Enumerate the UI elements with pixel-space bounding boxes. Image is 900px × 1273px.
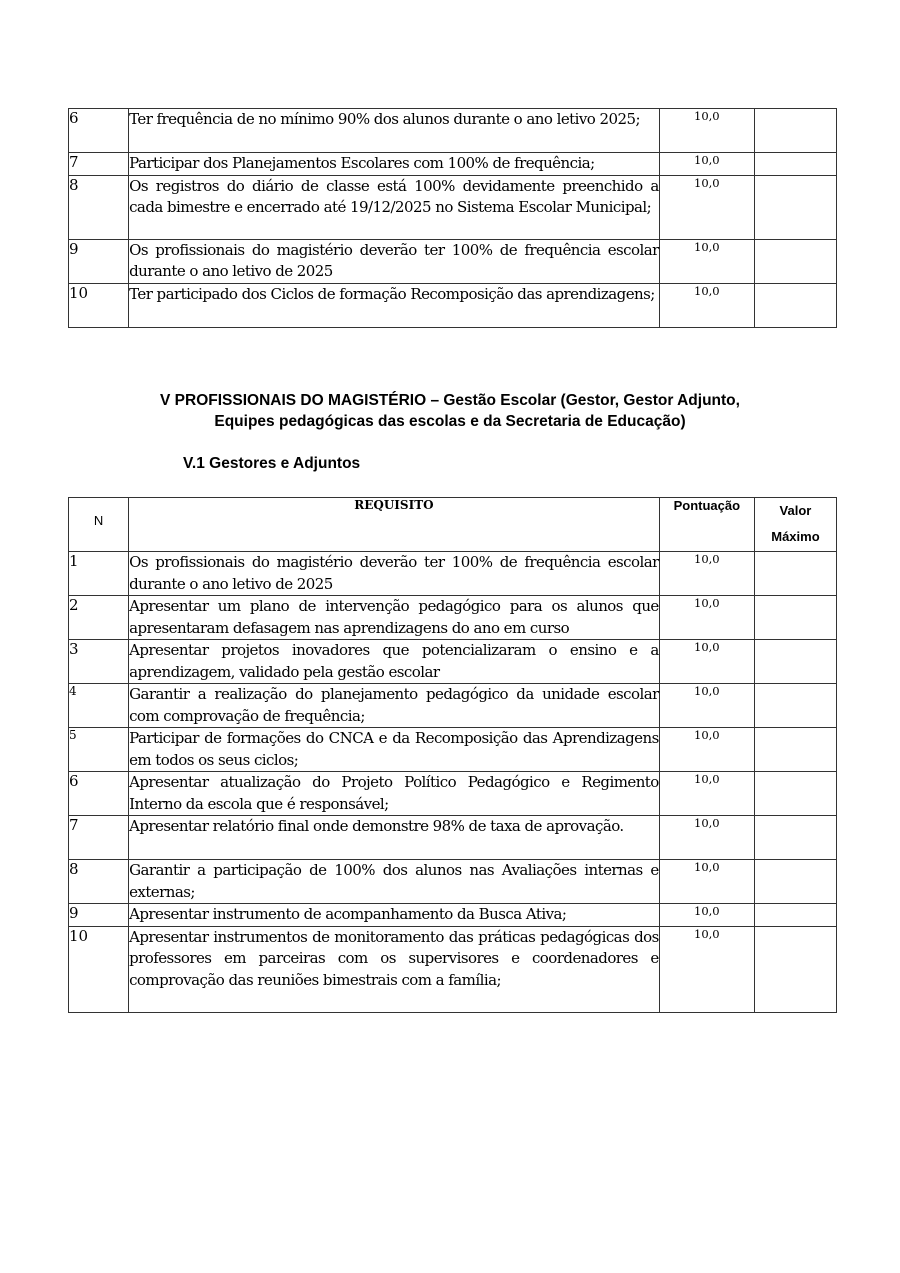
table-row	[69, 640, 837, 684]
row-number: 10	[69, 283, 129, 327]
max-value-cell	[754, 283, 836, 327]
row-number: 7	[69, 816, 129, 860]
requirement-text: Ter frequência de no mínimo 90% dos alunos durante o ano letivo 2025;	[129, 109, 660, 153]
score-value: 10,0	[659, 109, 754, 153]
table-row	[69, 728, 837, 772]
row-number: 6	[69, 109, 129, 153]
max-value-cell	[754, 109, 836, 153]
column-header-n: N	[69, 498, 129, 552]
requirement-text: Os registros do diário de classe está 100% devidamente preenchido a cada bimestre e encerrado até 19/12/2025 no Sistema Escolar Municipal;	[129, 175, 660, 239]
max-value-cell	[754, 816, 836, 860]
row-number: 8	[69, 175, 129, 239]
score-value: 10,0	[659, 860, 754, 904]
requirement-text: Apresentar projetos inovadores que potencializaram o ensino e a aprendizagem, validado pela gestão escolar	[129, 640, 660, 684]
max-value-cell	[754, 596, 836, 640]
max-value-cell	[754, 860, 836, 904]
max-value-cell	[754, 772, 836, 816]
score-value: 10,0	[659, 283, 754, 327]
table-row	[69, 904, 837, 927]
table-row	[69, 283, 837, 327]
row-number: 6	[69, 772, 129, 816]
table-row	[69, 596, 837, 640]
row-number: 8	[69, 860, 129, 904]
requirement-text: Participar de formações do CNCA e da Recomposição das Aprendizagens em todos os seus ciclos;	[129, 728, 660, 772]
max-value-cell	[754, 239, 836, 283]
section-title-line-1: V PROFISSIONAIS DO MAGISTÉRIO – Gestão Escolar (Gestor, Gestor Adjunto,	[160, 392, 740, 409]
table-row	[69, 552, 837, 596]
score-value: 10,0	[659, 684, 754, 728]
requirement-text: Apresentar instrumentos de monitoramento das práticas pedagógicas dos professores em parceiras com os supervisores e coordenadores e comprovação das reuniões bimestrais com a família;	[129, 926, 660, 1012]
column-header-valor-maximo	[754, 498, 836, 552]
max-value-cell	[754, 175, 836, 239]
requirement-text: Apresentar relatório final onde demonstre 98% de taxa de aprovação.	[129, 816, 660, 860]
max-value-cell	[754, 153, 836, 176]
section-title	[100, 390, 800, 432]
requirement-text: Apresentar instrumento de acompanhamento da Busca Ativa;	[129, 904, 660, 927]
max-value-cell	[754, 684, 836, 728]
requirement-text: Apresentar atualização do Projeto Político Pedagógico e Regimento Interno da escola que é responsável;	[129, 772, 660, 816]
column-header-requisito: REQUISITO	[129, 498, 660, 552]
table-row	[69, 109, 837, 153]
requirement-text: Participar dos Planejamentos Escolares com 100% de frequência;	[129, 153, 660, 176]
max-value-cell	[754, 640, 836, 684]
requirement-text: Os profissionais do magistério deverão ter 100% de frequência escolar durante o ano letivo de 2025	[129, 552, 660, 596]
row-number: 9	[69, 239, 129, 283]
requirement-text: Ter participado dos Ciclos de formação Recomposição das aprendizagens;	[129, 283, 660, 327]
column-header-pontuacao: Pontuação	[659, 498, 754, 552]
requirement-text: Os profissionais do magistério deverão ter 100% de frequência escolar durante o ano letivo de 2025	[129, 239, 660, 283]
score-value: 10,0	[659, 728, 754, 772]
table-row	[69, 816, 837, 860]
table-row	[69, 860, 837, 904]
score-value: 10,0	[659, 153, 754, 176]
requirement-text: Apresentar um plano de intervenção pedagógico para os alunos que apresentaram defasagem nas aprendizagens do ano em curso	[129, 596, 660, 640]
score-value: 10,0	[659, 772, 754, 816]
score-value: 10,0	[659, 640, 754, 684]
row-number: 9	[69, 904, 129, 927]
score-value: 10,0	[659, 239, 754, 283]
row-number: 10	[69, 926, 129, 1012]
score-value: 10,0	[659, 552, 754, 596]
score-value: 10,0	[659, 904, 754, 927]
table-row	[69, 926, 837, 1012]
score-value: 10,0	[659, 175, 754, 239]
max-value-cell	[754, 926, 836, 1012]
table-row	[69, 239, 837, 283]
row-number: 4	[69, 684, 129, 728]
score-value: 10,0	[659, 816, 754, 860]
max-value-cell	[754, 904, 836, 927]
requirements-table-gestores	[68, 497, 837, 1013]
score-value: 10,0	[659, 926, 754, 1012]
table-header-row	[69, 498, 837, 552]
max-value-cell	[754, 728, 836, 772]
max-value-cell	[754, 552, 836, 596]
row-number: 1	[69, 552, 129, 596]
row-number: 3	[69, 640, 129, 684]
score-value: 10,0	[659, 596, 754, 640]
table-row	[69, 684, 837, 728]
row-number: 5	[69, 728, 129, 772]
table-row	[69, 153, 837, 176]
row-number: 7	[69, 153, 129, 176]
requirement-text: Garantir a realização do planejamento pedagógico da unidade escolar com comprovação de frequência;	[129, 684, 660, 728]
column-header-maximo-line: Máximo	[771, 529, 820, 544]
table-row	[69, 772, 837, 816]
requirements-table-continued	[68, 108, 837, 328]
row-number: 2	[69, 596, 129, 640]
column-header-valor-line: Valor	[779, 503, 812, 518]
subsection-title: V.1 Gestores e Adjuntos	[183, 455, 361, 472]
section-title-line-2: Equipes pedagógicas das escolas e da Secretaria de Educação)	[214, 413, 686, 430]
requirement-text: Garantir a participação de 100% dos alunos nas Avaliações internas e externas;	[129, 860, 660, 904]
table-row	[69, 175, 837, 239]
